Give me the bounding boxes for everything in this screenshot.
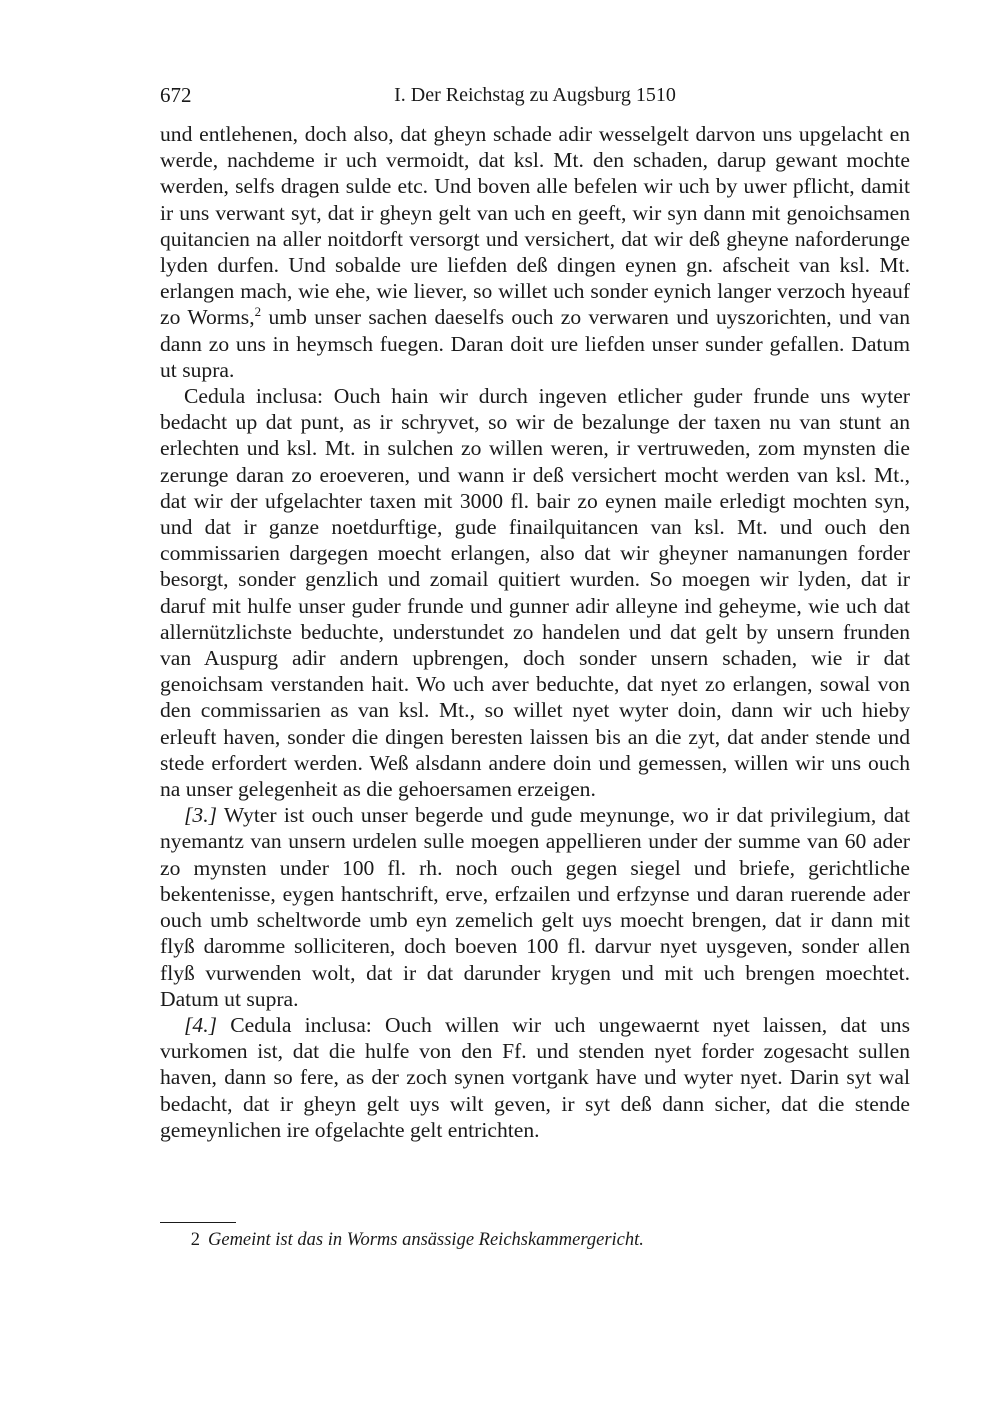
footnote-text: Gemeint ist das in Worms ansässige Reichskammergericht.	[208, 1230, 644, 1250]
running-header	[160, 80, 910, 110]
footnote-reference[interactable]: 2	[254, 304, 262, 320]
page-number: 672	[160, 83, 192, 107]
paragraph-4	[160, 1012, 910, 1143]
running-title: I. Der Reichstag zu Augsburg 1510	[394, 84, 676, 106]
footnote-separator	[160, 1222, 236, 1223]
footnote-number: 2	[190, 1230, 200, 1250]
paragraph-2: Cedula inclusa: Ouch hain wir durch ingeven etlicher guder frunde uns wyter bedacht up dat punt, as ir schryvet, so wir de bezalunge der taxen nu van stunt an erlechten und ksl. Mt. in sulchen zo willen weren, ir vertruweden, zom mynsten die zerunge daran zo eroeveren, und wann ir deß versichert mocht werden van ksl. Mt., dat wir der ufgelachter taxen mit 3000 fl. bair zo eynen maile erledigt mochten syn, und dat ir ganze noetdurftige, gude finailquitancen van ksl. Mt. und ouch den commissarien dargegen moecht erlangen, also dat wir gheyner namanungen forder besorgt, sonder genzlich und zomail quitiert wurden. So moegen wir lyden, dat ir daruf mit hulfe unser guder frunde und gunner adir alleyne ind geheyme, wie uch dat allernützlichste beduchte, understundet zo handelen und dat gelt by unsern frunden van Auspurg adir andern upbrengen, doch sonder unsern schaden, wie ir dat genoichsam verstanden hait. Wo uch aver beduchte, dat nyet zo erlangen, sowal von den commissarien as van ksl. Mt., so willet nyet wyter doin, dann wir uch hieby erleuft haven, sonder die dingen beresten laissen bis an die zyt, dat ander stende und stede erfordert werden. Weß alsdann andere doin und gemessen, willen wir uns ouch na unser gelegenheit as die gehoersamen erzeigen.	[160, 384, 910, 802]
paragraph-1	[160, 121, 910, 383]
body-text	[160, 121, 910, 1143]
paragraph-1-text-a: und entlehenen, doch also, dat gheyn schade adir wesselgelt darvon uns upgelacht en werde, nachdeme ir uch vermoidt, dat ksl. Mt. den schaden, darup gewant mochte werden, selfs dragen sulde etc. Und boven alle befelen wir uch by uwer pflicht, damit ir uns verwant syt, dat ir gheyn gelt van uch en geeft, wir syn dann mit genoichsamen quitancien na aller noitdorft versorgt und versichert, dat wir deß gheyne naforderunge lyden durfen. Und sobalde ure liefden deß dingen eynen gn. afscheit van ksl. Mt. erlangen mach, wie ehe, wie liever, so willet uch sonder eynich langer verzoch hyeauf zo Worms,	[160, 122, 910, 330]
paragraph-3-text: Wyter ist ouch unser begerde und gude meynunge, wo ir dat privilegium, dat nyemantz van unsern urdelen sulle moegen appellieren under der summe van 60 ader zo mynsten under 100 fl. rh. noch ouch gegen siegel und briefe, gerichtliche bekentenisse, eygen hantschrift, erve, erfzailen und erfzynse und daran ruerende ader ouch umb scheltworde umb eyn zemelich gelt uys moecht brengen, dat ir dann mit flyß daromme solliciteren, doch boeven 100 fl. darvur nyet uysgeven, sonder allen flyß vurwenden wolt, dat ir dat darunder krygen und mit uch brengen moechtet. Datum ut supra.	[160, 803, 910, 1011]
section-mark-4: [4.]	[184, 1012, 218, 1037]
paragraph-4-text: Cedula inclusa: Ouch willen wir uch ungewaernt nyet laissen, dat uns vurkomen ist, dat die hulfe von den Ff. und stenden nyet forder zogesacht sullen haven, dann so fere, as der zoch synen vortgank have und wyter nyet. Darin syt wal bedacht, dat ir gheyn gelt uys wilt geven, ir syt deß dann sicher, dat die stende gemeynlichen ire ofgelachte gelt entrichten.	[160, 1012, 910, 1142]
section-mark-3: [3.]	[184, 803, 218, 828]
paragraph-1-text-b: umb unser sachen daeselfs ouch zo verwaren und uyszorichten, und van dann zo uns in heymsch fuegen. Daran doit ure liefden unser sunder gefallen. Datum ut supra.	[160, 305, 910, 382]
paragraph-3	[160, 802, 910, 1012]
footnote	[160, 1227, 910, 1253]
